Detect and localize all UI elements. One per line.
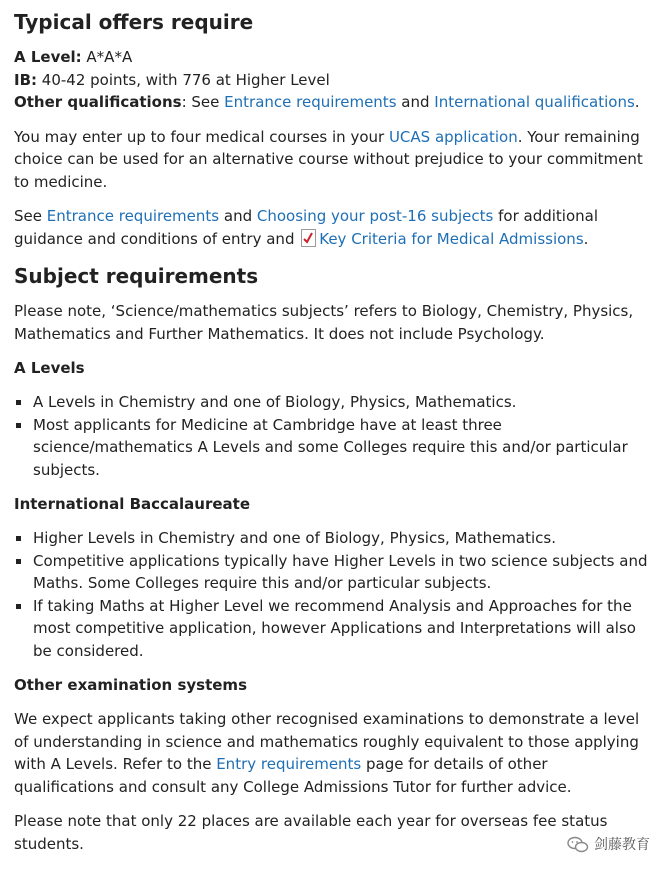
a-level-value: A*A*A bbox=[81, 48, 133, 66]
text-fragment: You may enter up to four medical courses in your bbox=[14, 127, 389, 146]
wechat-icon bbox=[567, 836, 589, 854]
a-level-line bbox=[14, 46, 650, 69]
ib-label: IB: bbox=[14, 70, 38, 89]
international-qualifications-link[interactable]: International qualifications bbox=[434, 93, 635, 111]
a-levels-list bbox=[14, 391, 650, 481]
text-fragment: for additional guidance and conditions of entry and bbox=[14, 207, 598, 248]
other-examination-heading: Other examination systems bbox=[14, 676, 247, 694]
science-subjects-note: Please note, ‘Science/mathematics subjects’ refers to Biology, Chemistry, Physics, Mathematics and Further Mathematics. It does not include Psychology. bbox=[14, 302, 634, 343]
text-fragment: . bbox=[583, 229, 589, 248]
list-item: Most applicants for Medicine at Cambridge have at least three science/mathematics A Levels and some Colleges require this and/or particular subjects. bbox=[14, 414, 650, 482]
ucas-application-link[interactable]: UCAS application bbox=[388, 127, 518, 146]
text-fragment: We expect applicants taking other recognised examinations to demonstrate a level of understanding in science and mathematics roughly equivalent to those applying with A Levels. Refer to the bbox=[14, 710, 640, 773]
text-fragment: : See bbox=[181, 93, 225, 111]
list-item: If taking Maths at Higher Level we recommend Analysis and Approaches for the most competitive application, however Applications and Interpretations will also be considered. bbox=[14, 595, 650, 663]
offers-summary bbox=[14, 46, 650, 114]
subject-requirements-heading: Subject requirements bbox=[14, 264, 259, 288]
list-item: Higher Levels in Chemistry and one of Biology, Physics, Mathematics. bbox=[14, 527, 650, 550]
other-qualifications-line bbox=[14, 91, 650, 114]
ib-value: 40-42 points, with 776 at Higher Level bbox=[37, 70, 330, 89]
page-content bbox=[14, 8, 650, 855]
other-examination-paragraph bbox=[14, 708, 650, 798]
watermark bbox=[564, 834, 653, 856]
text-fragment: . bbox=[634, 93, 640, 111]
text-fragment: page for details of other qualifications and consult any College Admissions Tutor for further advice. bbox=[14, 755, 572, 796]
watermark-text: 剑藤教育 bbox=[594, 836, 650, 853]
pdf-icon-glyph bbox=[303, 232, 314, 244]
pdf-icon[interactable] bbox=[301, 229, 316, 247]
ib-list bbox=[14, 527, 650, 662]
a-levels-heading: A Levels bbox=[14, 359, 85, 377]
entry-requirements-link[interactable]: Entry requirements bbox=[216, 755, 362, 773]
text-fragment: See bbox=[14, 207, 47, 225]
see-paragraph bbox=[14, 205, 650, 250]
other-qualifications-label: Other qualifications bbox=[14, 93, 182, 111]
ucas-paragraph bbox=[14, 126, 650, 194]
overseas-places-paragraph: Please note that only 22 places are available each year for overseas fee status students. bbox=[14, 812, 608, 853]
list-item: A Levels in Chemistry and one of Biology, Physics, Mathematics. bbox=[14, 391, 650, 414]
a-level-label: A Level: bbox=[14, 48, 82, 66]
offers-heading: Typical offers require bbox=[14, 10, 254, 34]
key-criteria-link[interactable]: Key Criteria for Medical Admissions bbox=[319, 229, 584, 248]
entrance-requirements-link[interactable]: Entrance requirements bbox=[224, 93, 397, 111]
text-fragment: . Your remaining choice can be used for an alternative course without prejudice to your commitment to medicine. bbox=[14, 127, 643, 191]
text-fragment: and bbox=[219, 207, 257, 225]
choosing-post16-subjects-link[interactable]: Choosing your post-16 subjects bbox=[256, 207, 494, 225]
ib-heading: International Baccalaureate bbox=[14, 495, 251, 513]
entrance-requirements-link-2[interactable]: Entrance requirements bbox=[46, 207, 220, 225]
list-item: Competitive applications typically have Higher Levels in two science subjects and Maths. Some Colleges require this and/or particular subjects. bbox=[14, 550, 650, 595]
ib-line bbox=[14, 69, 650, 92]
text-fragment: and bbox=[396, 93, 435, 111]
